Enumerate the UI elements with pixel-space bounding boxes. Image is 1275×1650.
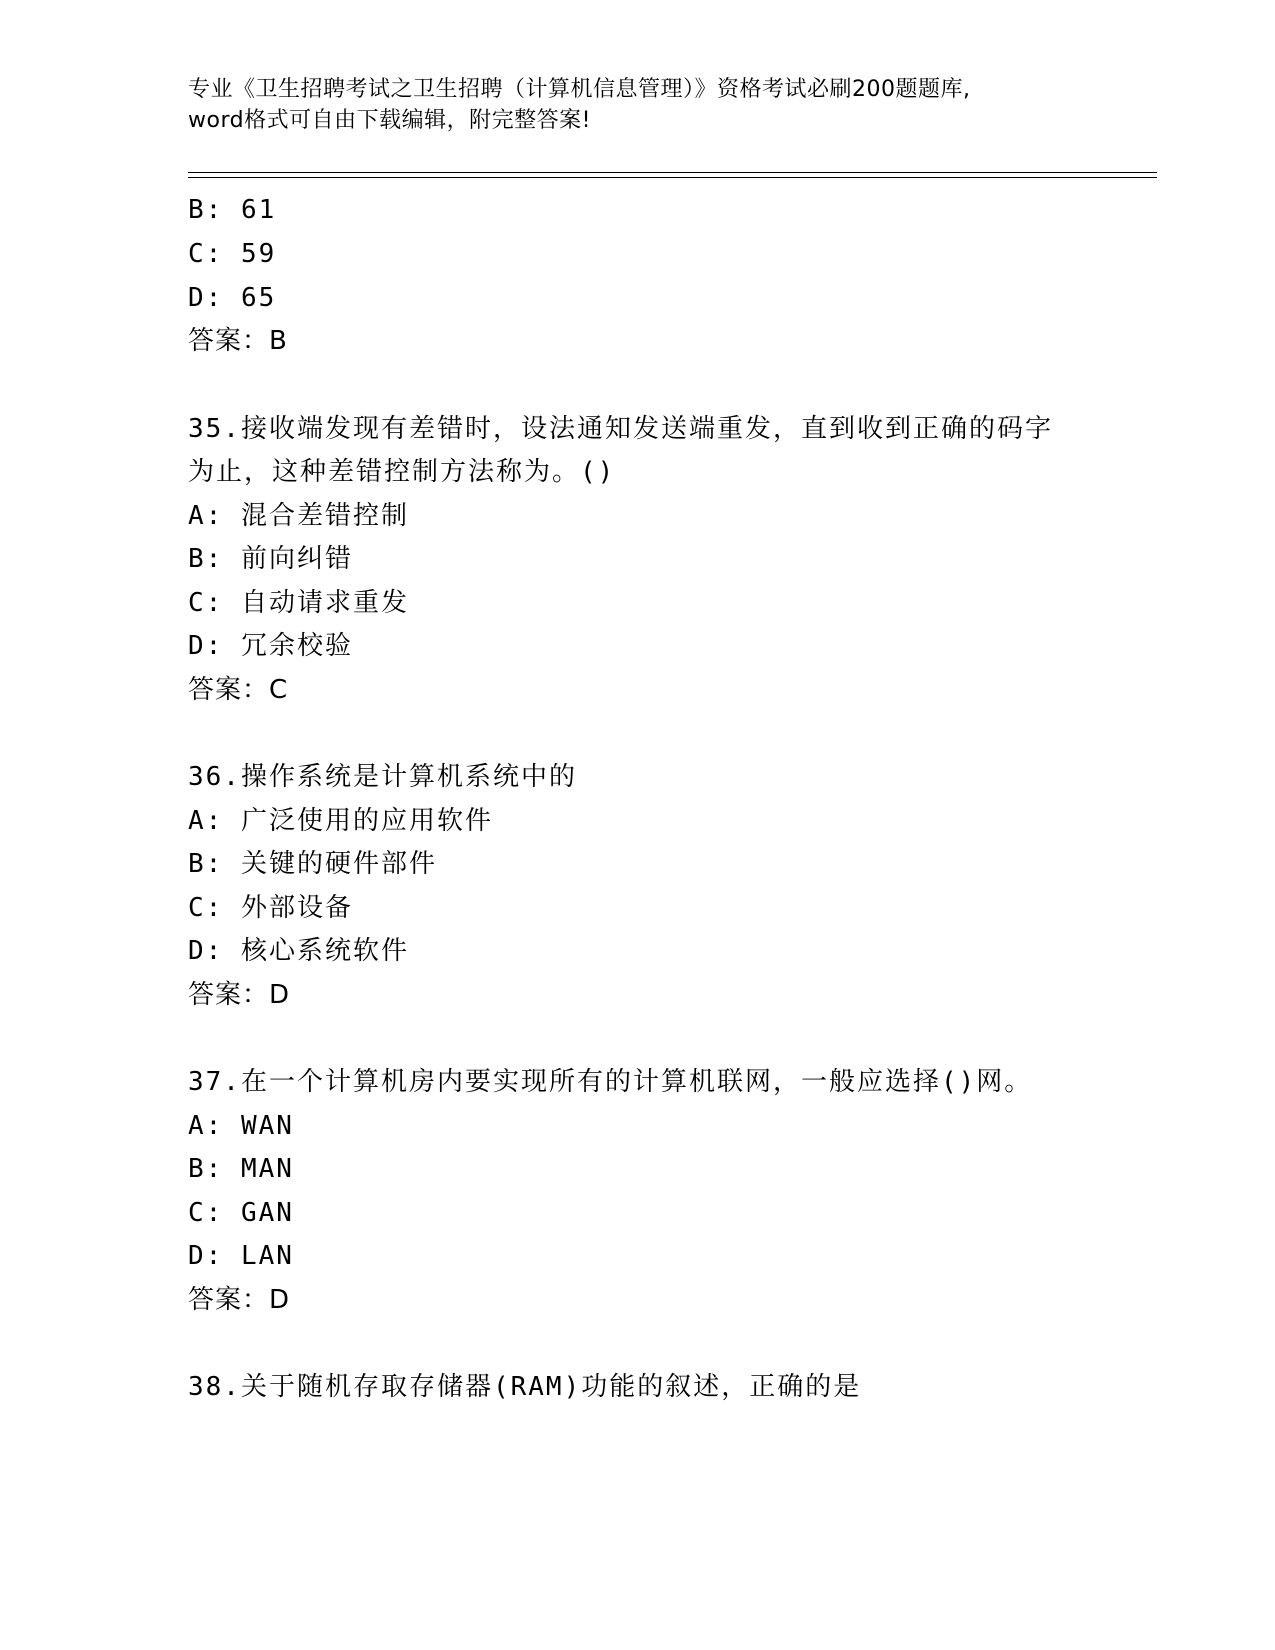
q37-answer: 答案：D [188,1285,291,1315]
q36-option-b: B: 关键的硬件部件 [188,849,437,879]
header-title-line-2: word格式可自由下载编辑，附完整答案! [188,108,591,133]
header-divider-bottom [188,177,1157,178]
q37-option-a: A: WAN [188,1111,294,1141]
q36-stem-line-1: 36.操作系统是计算机系统中的 [188,762,577,792]
q34-option-d: D: 65 [188,283,277,313]
q37-option-b: B: MAN [188,1154,294,1184]
q34-option-c: C: 59 [188,239,277,269]
q35-answer: 答案：C [188,675,289,705]
header-divider-top [188,172,1157,173]
q37-option-d: D: LAN [188,1241,294,1271]
q35-option-d: D: 冗余校验 [188,631,353,661]
q35-option-b: B: 前向纠错 [188,544,353,574]
q35-option-c: C: 自动请求重发 [188,588,409,618]
q35-stem-line-1: 35.接收端发现有差错时，设法通知发送端重发，直到收到正确的码字 [188,414,1053,444]
q36-option-a: A: 广泛使用的应用软件 [188,806,493,836]
q36-option-d: D: 核心系统软件 [188,936,409,966]
q36-answer: 答案：D [188,980,291,1010]
q36-option-c: C: 外部设备 [188,893,353,923]
q34-answer: 答案：B [188,326,288,356]
q34-option-b: B: 61 [188,195,277,225]
q37-stem-line-1: 37.在一个计算机房内要实现所有的计算机联网，一般应选择()网。 [188,1067,1033,1097]
q35-stem-line-2: 为止，这种差错控制方法称为。() [188,457,616,487]
q35-option-a: A: 混合差错控制 [188,501,409,531]
q38-stem-line-1: 38.关于随机存取存储器(RAM)功能的叙述，正确的是 [188,1372,862,1402]
q37-option-c: C: GAN [188,1198,294,1228]
header-title-line-1: 专业《卫生招聘考试之卫生招聘（计算机信息管理）》资格考试必刷200题题库, [188,77,971,102]
